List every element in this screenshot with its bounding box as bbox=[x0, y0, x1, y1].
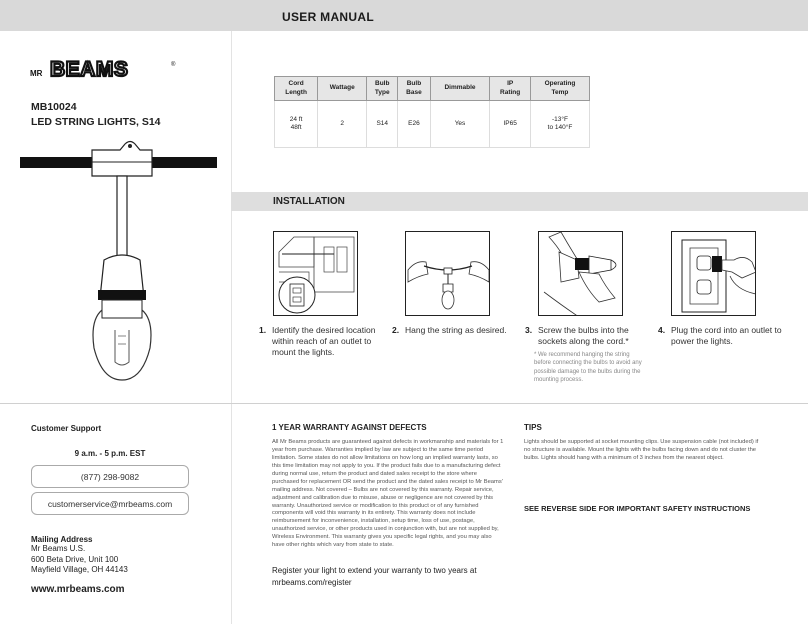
step-2-number: 2. bbox=[392, 325, 400, 335]
warranty-heading: 1 YEAR WARRANTY AGAINST DEFECTS bbox=[272, 423, 427, 432]
brand-logo bbox=[30, 58, 180, 80]
step-3-number: 3. bbox=[525, 325, 533, 335]
spec-header-ip-rating: IP Rating bbox=[490, 77, 531, 101]
spec-header-bulb-type: Bulb Type bbox=[367, 77, 398, 101]
phone-number[interactable]: (877) 298-9082 bbox=[31, 465, 189, 488]
step-3-illustration bbox=[538, 231, 623, 316]
spec-header-cord-length: Cord Length bbox=[275, 77, 318, 101]
customer-support-heading: Customer Support bbox=[31, 424, 102, 433]
product-name: LED STRING LIGHTS, S14 bbox=[31, 116, 161, 128]
spec-dimmable: Yes bbox=[430, 101, 490, 148]
step-3-note: * We recommend hanging the string before connecting the bulbs to avoid any possible damage to the bulbs during the mounting process. bbox=[534, 352, 642, 384]
website-link[interactable]: www.mrbeams.com bbox=[31, 584, 125, 595]
registered-mark: ® bbox=[171, 62, 176, 68]
step-2-illustration bbox=[405, 231, 490, 316]
warranty-body: All Mr Beams products are guaranteed against defects in workmanship and materials for 1 year from purchase. Warranties implied by law are subject to the same time period limitation. Some states do not allow limitations on how long an implied warranty lasts, so this time limitation may not apply to you. If the product fails due to a manufacturing defect during normal use, return the product and dated sales receipt to the store where purchased for replacement OR send the product and the dated sales receipt to Mr Beams' mailing address. Not covered – Bulbs are not covered by this warranty. Repair service, adjustment and calibration due to misuse, abuse or negligence are not covered by this warranty. Unauthorized service or modification to this product or of any furnished components will void this warranty in its entirety. This warranty does not include reimbursement for inconvenience, installation, setup time, loss of use, postage, unauthorized service, or other products used in conjunction with, but are not supplied by, Wireless Environment. This warranty gives you specific legal rights, and you may also have other rights which vary from state to state. bbox=[272, 439, 504, 549]
header-bar bbox=[0, 0, 808, 31]
step-4-number: 4. bbox=[658, 325, 666, 335]
step-1-illustration bbox=[273, 231, 358, 316]
register-text: Register your light to extend your warranty to two years at mrbeams.com/register bbox=[272, 566, 477, 587]
spec-bulb-type: S14 bbox=[367, 101, 398, 148]
step-3-text: Screw the bulbs into the sockets along the cord.* bbox=[538, 325, 629, 347]
spec-cord-length: 24 ft 48ft bbox=[275, 101, 318, 148]
spec-header-wattage: Wattage bbox=[318, 77, 367, 101]
support-hours: 9 a.m. - 5 p.m. EST bbox=[74, 449, 146, 458]
spec-table-header-row bbox=[275, 77, 590, 101]
spec-bulb-base: E26 bbox=[398, 101, 430, 148]
spec-header-bulb-base: Bulb Base bbox=[398, 77, 430, 101]
section-divider bbox=[0, 403, 808, 404]
address-line-2: 600 Beta Drive, Unit 100 bbox=[31, 555, 119, 564]
mailing-address-heading: Mailing Address bbox=[31, 535, 93, 544]
tips-body: Lights should be supported at socket mounting clips. Use suspension cable (not included) if no structure is available. Mount the lights with the bulbs facing down and do not cluster the bulbs. Lights should hang with a minimum of 3 inches from the nearest object. bbox=[524, 439, 759, 461]
model-number: MB10024 bbox=[31, 101, 77, 113]
spec-header-dimmable: Dimmable bbox=[430, 77, 490, 101]
spec-table-row bbox=[275, 101, 590, 148]
address-line-1: Mr Beams U.S. bbox=[31, 544, 86, 553]
string-light-bulb-illustration bbox=[20, 140, 220, 385]
installation-heading: INSTALLATION bbox=[273, 196, 345, 207]
brand-prefix: MR bbox=[30, 69, 43, 78]
tips-heading: TIPS bbox=[524, 423, 542, 432]
page-title: USER MANUAL bbox=[282, 10, 374, 24]
support-email[interactable]: customerservice@mrbeams.com bbox=[31, 492, 189, 515]
spec-table bbox=[274, 76, 590, 148]
step-4-text: Plug the cord into an outlet to power the lights. bbox=[671, 325, 782, 347]
address-line-3: Mayfield Village, OH 44143 bbox=[31, 565, 128, 574]
reverse-side-note: SEE REVERSE SIDE FOR IMPORTANT SAFETY INSTRUCTIONS bbox=[524, 504, 751, 513]
spec-header-operating-temp: Operating Temp bbox=[530, 77, 589, 101]
step-1-text: Identify the desired location within reach of an outlet to mount the lights. bbox=[272, 325, 376, 358]
column-divider bbox=[231, 31, 232, 624]
spec-wattage: 2 bbox=[318, 101, 367, 148]
brand-name: BEAMS bbox=[50, 58, 129, 80]
step-4-illustration bbox=[671, 231, 756, 316]
step-1-number: 1. bbox=[259, 325, 267, 335]
spec-operating-temp: -13°F to 140°F bbox=[530, 101, 589, 148]
spec-ip-rating: IP65 bbox=[490, 101, 531, 148]
step-2-text: Hang the string as desired. bbox=[405, 325, 507, 335]
